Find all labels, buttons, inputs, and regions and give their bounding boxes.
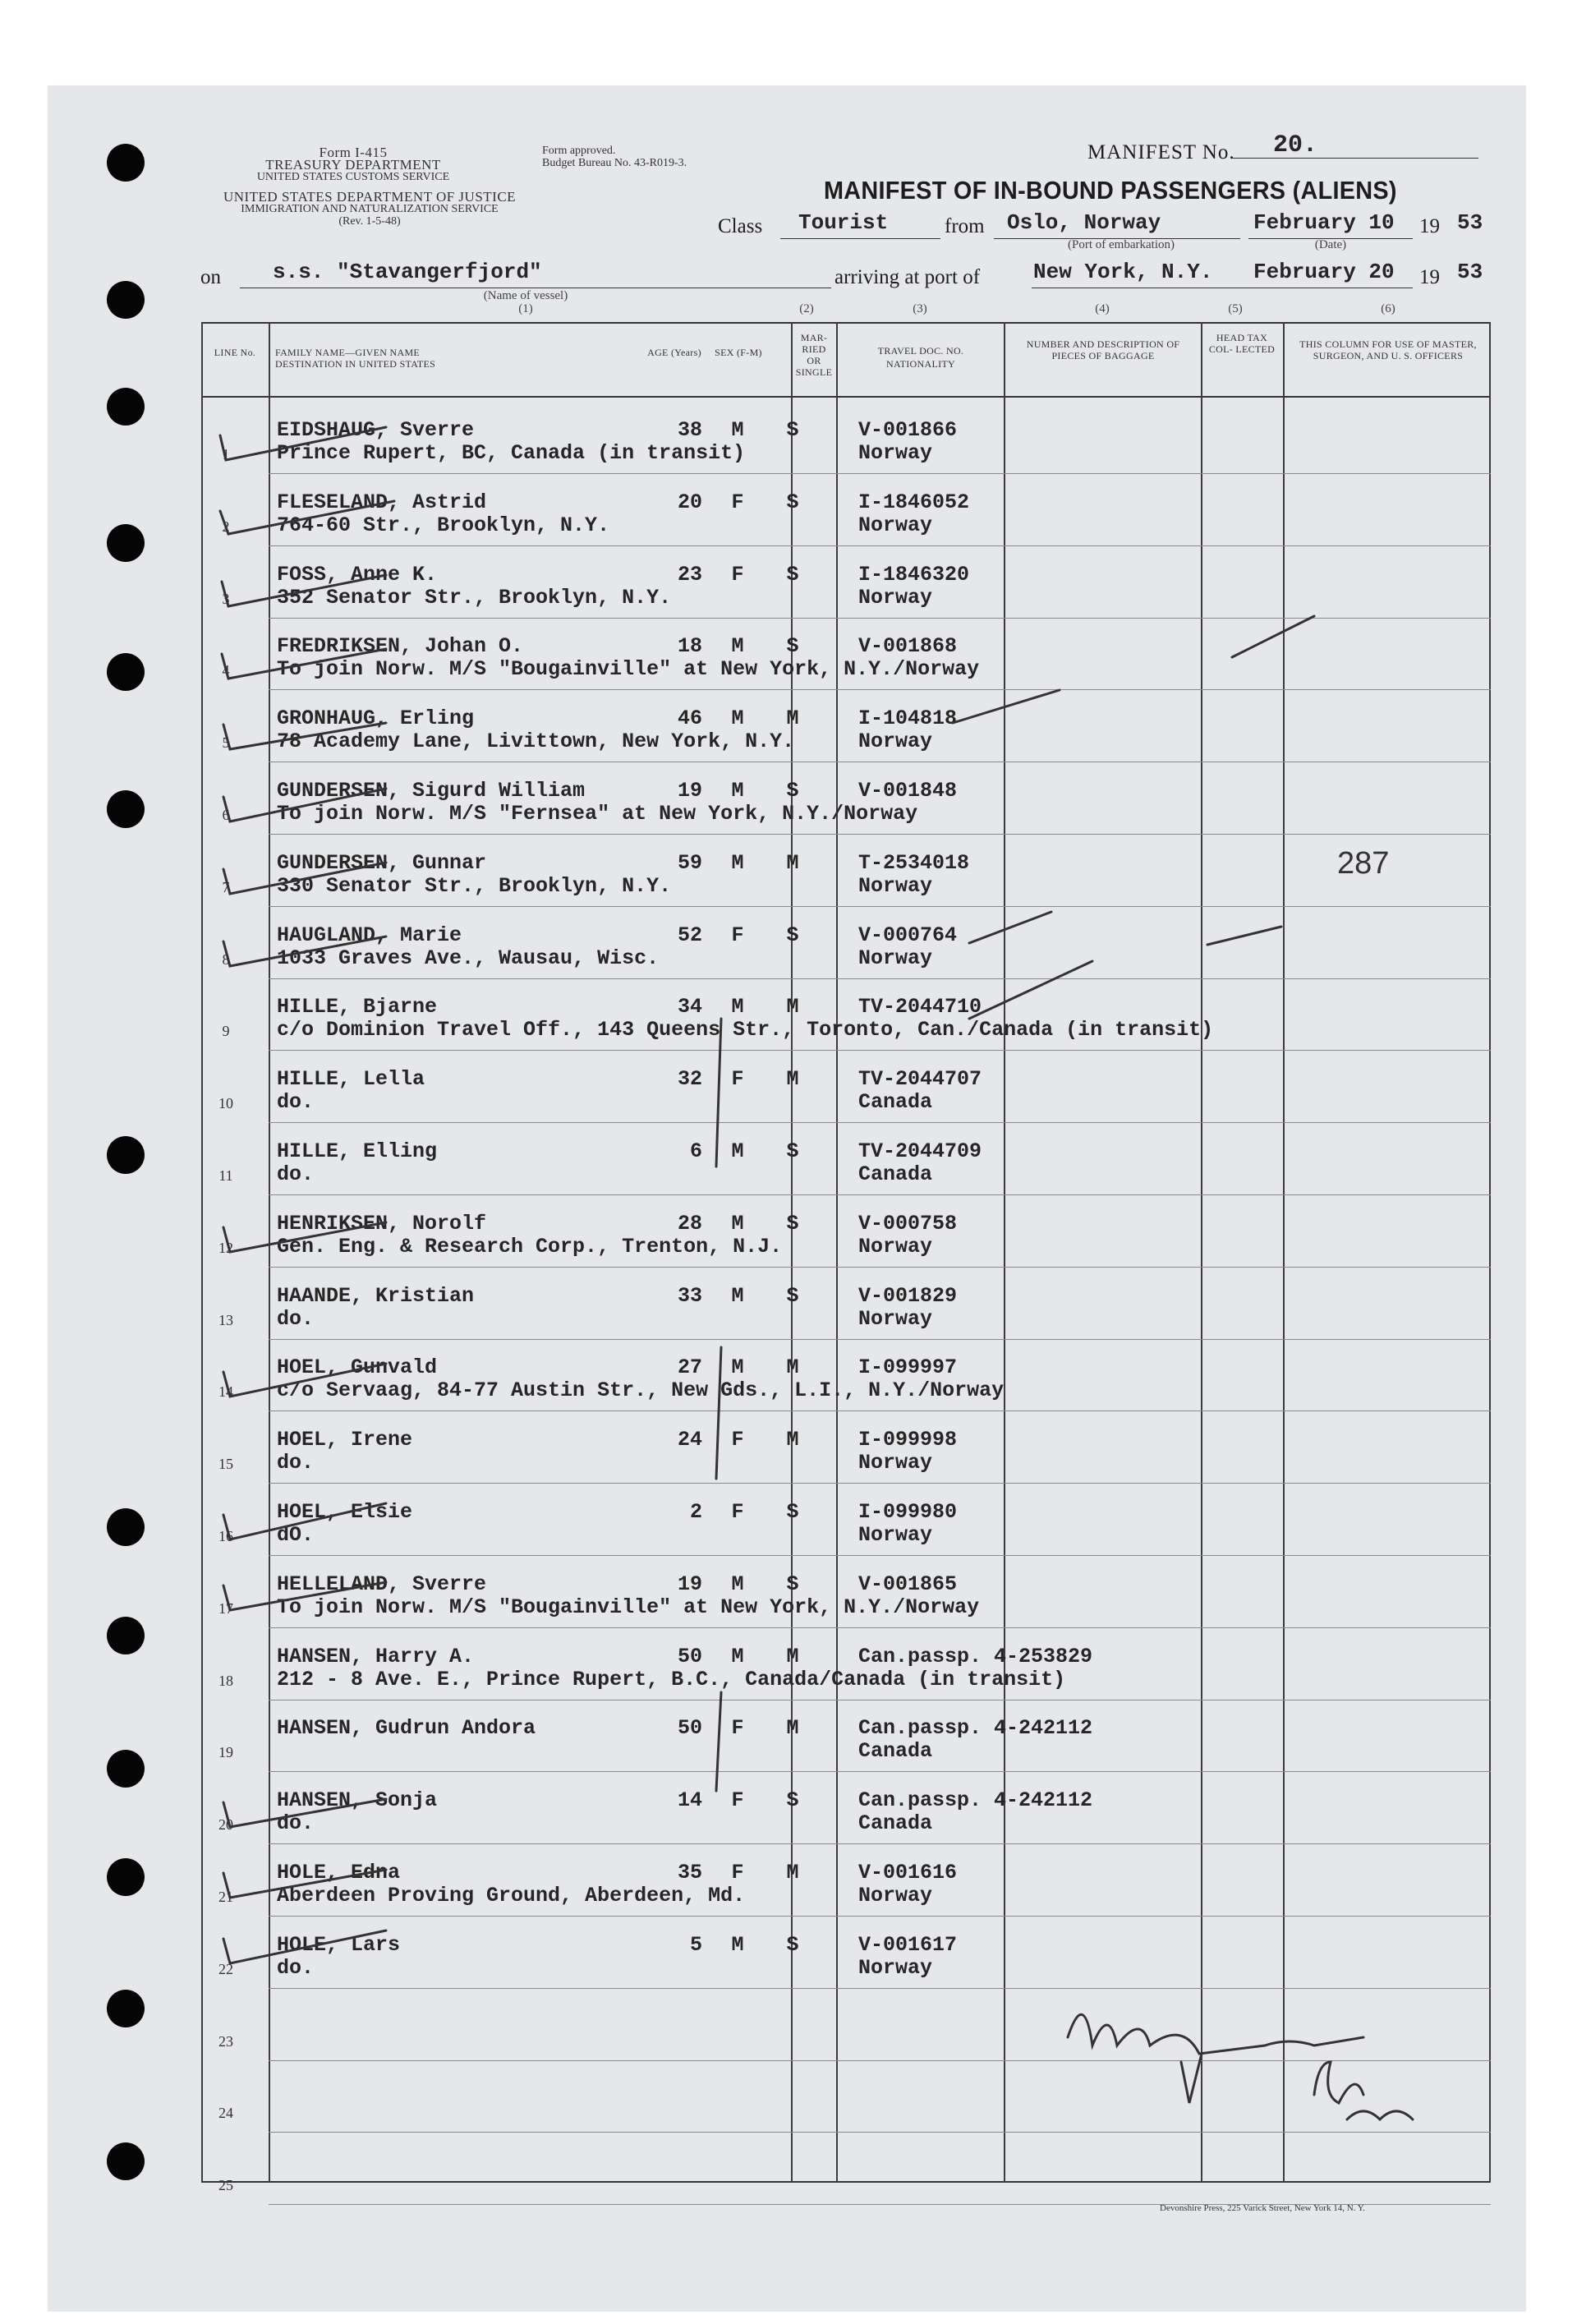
nationality: Canada xyxy=(858,1739,933,1764)
check-mark xyxy=(223,789,386,821)
passenger-name: HILLE, Lella xyxy=(277,1067,425,1092)
from-value: Oslo, Norway xyxy=(1007,210,1161,235)
age: 34 xyxy=(677,995,702,1019)
nationality: Canada xyxy=(858,1162,933,1186)
sex: F xyxy=(731,923,744,947)
sex: M xyxy=(731,1283,744,1308)
age: 5 xyxy=(689,1932,702,1957)
travel-doc-no: V-000764 xyxy=(858,923,958,947)
marital-status: M xyxy=(786,995,799,1019)
passenger-name: FLESELAND, Astrid xyxy=(277,490,487,514)
pen-stroke xyxy=(716,1019,721,1167)
check-mark xyxy=(223,723,386,749)
col-header-age: AGE (Years) xyxy=(647,347,701,358)
passenger-name: HILLE, Bjarne xyxy=(277,995,438,1019)
check-mark xyxy=(223,937,386,966)
pen-stroke xyxy=(1207,927,1281,945)
page-title: MANIFEST OF IN-BOUND PASSENGERS (ALIENS) xyxy=(824,176,1397,205)
check-mark xyxy=(223,863,386,894)
marital-status: S xyxy=(786,1572,799,1596)
age: 32 xyxy=(677,1067,702,1092)
age: 19 xyxy=(677,779,702,803)
treasury-dept: TREASURY DEPARTMENT xyxy=(265,157,441,173)
travel-doc-no: TV-2044710 xyxy=(858,995,982,1019)
time-mark xyxy=(1314,2062,1363,2103)
line-number: 5 xyxy=(222,734,230,752)
line-number: 1 xyxy=(222,446,230,462)
passenger-name: FOSS, Anne K. xyxy=(277,562,438,587)
sex: F xyxy=(731,1788,744,1813)
marital-status: S xyxy=(786,923,799,947)
marital-status: M xyxy=(786,706,799,731)
line-number: 24 xyxy=(218,2105,233,2122)
travel-doc-no: I-104818 xyxy=(858,706,958,731)
line-number: 19 xyxy=(218,1744,233,1761)
year-value: 53 xyxy=(1457,210,1483,235)
marital-status: M xyxy=(786,850,799,875)
destination: do. xyxy=(277,1090,315,1115)
travel-doc-no: Can.passp. 4-253829 xyxy=(858,1644,1093,1668)
destination: 352 Senator Str., Brooklyn, N.Y. xyxy=(277,585,672,610)
passenger-name: HAANDE, Kristian xyxy=(277,1283,475,1308)
destination: Aberdeen Proving Ground, Aberdeen, Md. xyxy=(277,1884,746,1908)
travel-doc-no: TV-2044707 xyxy=(858,1067,982,1092)
marital-status: S xyxy=(786,490,799,514)
destination: To join Norw. M/S "Bougainville" at New York, N.Y./Norway xyxy=(277,657,980,682)
marital-status: M xyxy=(786,1067,799,1092)
pen-stroke xyxy=(969,961,1092,1019)
sex: M xyxy=(731,1211,744,1236)
col-header-nationality: NATIONALITY xyxy=(886,358,955,370)
passenger-name: GRONHAUG, Erling xyxy=(277,706,475,731)
destination: 330 Senator Str., Brooklyn, N.Y. xyxy=(277,873,672,898)
check-mark xyxy=(220,427,386,460)
sex: M xyxy=(731,418,744,442)
date-caption: (Date) xyxy=(1314,238,1347,251)
pen-stroke xyxy=(953,690,1060,723)
line-number: 17 xyxy=(218,1599,233,1617)
manifest-no-label: MANIFEST No. xyxy=(1087,141,1235,163)
destination: do. xyxy=(277,1811,315,1836)
line-number: 11 xyxy=(218,1167,233,1184)
travel-doc-no: T-2534018 xyxy=(858,850,970,875)
from-label: from xyxy=(945,215,985,237)
col-num-4: (4) xyxy=(1095,302,1110,315)
line-number: 12 xyxy=(218,1239,233,1256)
dept-of-justice: UNITED STATES DEPARTMENT OF JUSTICE xyxy=(223,189,517,205)
line-number: 6 xyxy=(222,807,230,823)
officer-note: 287 xyxy=(1337,846,1390,881)
nationality: Norway xyxy=(858,729,933,754)
marital-status: S xyxy=(786,1500,799,1524)
sex: M xyxy=(731,1572,744,1596)
time-mark xyxy=(1347,2111,1413,2119)
destination: To join Norw. M/S "Fernsea" at New York, N.Y./Norway xyxy=(277,802,918,826)
sex: F xyxy=(731,1428,744,1452)
class-label: Class xyxy=(718,215,763,237)
marital-status: S xyxy=(786,779,799,803)
vessel-caption: (Name of vessel) xyxy=(483,289,568,302)
marital-status: M xyxy=(786,1428,799,1452)
sex: M xyxy=(731,1932,744,1957)
sex: M xyxy=(731,995,744,1019)
travel-doc-no: V-001868 xyxy=(858,634,958,659)
sex: M xyxy=(731,779,744,803)
sex: M xyxy=(731,1644,744,1668)
passenger-name: HILLE, Elling xyxy=(277,1139,438,1163)
destination: 212 - 8 Ave. E., Prince Rupert, B.C., Canada/Canada (in transit) xyxy=(277,1667,1066,1691)
col-header-destination: DESTINATION IN UNITED STATES xyxy=(275,358,436,370)
destination: To join Norw. M/S "Bougainville" at New York, N.Y./Norway xyxy=(277,1595,980,1619)
check-mark xyxy=(223,1931,386,1963)
col-num-3: (3) xyxy=(913,302,927,315)
line-number: 3 xyxy=(222,590,230,607)
passenger-name: EIDSHAUG, Sverre xyxy=(277,418,475,442)
passenger-name: GUNDERSEN, Sigurd William xyxy=(277,779,586,803)
line-number: 18 xyxy=(218,1672,233,1689)
nationality: Norway xyxy=(858,1523,933,1547)
customs-service: UNITED STATES CUSTOMS SERVICE xyxy=(256,171,450,183)
age: 50 xyxy=(677,1644,702,1668)
line-number: 25 xyxy=(218,2177,233,2194)
manifest-no-value: 20. xyxy=(1273,131,1318,159)
marital-status: S xyxy=(786,1211,799,1236)
check-mark xyxy=(223,1870,386,1898)
arrival-year-prefix: 19 xyxy=(1419,266,1440,288)
destination: do. xyxy=(277,1162,315,1186)
passenger-name: FREDRIKSEN, Johan O. xyxy=(277,634,524,659)
port-caption: (Port of embarkation) xyxy=(1068,238,1175,251)
age: 24 xyxy=(677,1428,702,1452)
sex: F xyxy=(731,1716,744,1741)
signature xyxy=(1181,2054,1202,2103)
marital-status: M xyxy=(786,1716,799,1741)
arrival-year-value: 53 xyxy=(1457,260,1483,284)
col-num-2: (2) xyxy=(799,302,814,315)
vessel-col-num: (1) xyxy=(518,302,533,315)
nationality: Norway xyxy=(858,441,933,465)
class-value: Tourist xyxy=(798,210,889,235)
sex: F xyxy=(731,562,744,587)
age: 46 xyxy=(677,706,702,731)
marital-status: M xyxy=(786,1644,799,1668)
sex: F xyxy=(731,1067,744,1092)
travel-doc-no: Can.passp. 4-242112 xyxy=(858,1716,1093,1741)
age: 20 xyxy=(677,490,702,514)
age: 28 xyxy=(677,1211,702,1236)
sex: M xyxy=(731,1355,744,1380)
col-header-name: FAMILY NAME—GIVEN NAME xyxy=(275,347,421,358)
travel-doc-no: I-099997 xyxy=(858,1355,958,1380)
marital-status: S xyxy=(786,1139,799,1163)
sex: M xyxy=(731,634,744,659)
passenger-name: HOLE, Edna xyxy=(277,1861,401,1885)
age: 6 xyxy=(689,1139,702,1163)
line-number: 2 xyxy=(222,518,230,535)
passenger-name: HOLE, Lars xyxy=(277,1932,401,1957)
marital-status: S xyxy=(786,634,799,659)
nationality: Norway xyxy=(858,1234,933,1259)
col-header-sex: SEX (F-M) xyxy=(715,347,762,358)
travel-doc-no: I-099998 xyxy=(858,1428,958,1452)
marital-status: M xyxy=(786,1355,799,1380)
pen-stroke xyxy=(1232,616,1314,657)
col-header-head-tax: HEAD TAX COL- LECTED xyxy=(1208,332,1276,355)
on-label: on xyxy=(200,266,221,288)
nationality: Norway xyxy=(858,1955,933,1980)
sex: F xyxy=(731,1500,744,1524)
line-number: 8 xyxy=(222,950,230,968)
destination: dO. xyxy=(277,1523,315,1547)
age: 18 xyxy=(677,634,702,659)
age: 23 xyxy=(677,562,702,587)
revision-line: (Rev. 1-5-48) xyxy=(338,215,401,228)
age: 38 xyxy=(677,418,702,442)
pen-stroke xyxy=(716,1347,721,1479)
travel-doc-no: V-001616 xyxy=(858,1861,958,1885)
sex: F xyxy=(731,1861,744,1885)
ins-line: IMMIGRATION AND NATURALIZATION SERVICE xyxy=(241,203,499,215)
check-mark xyxy=(223,1799,386,1827)
age: 14 xyxy=(677,1788,702,1813)
passenger-name: HOEL, Irene xyxy=(277,1428,413,1452)
col-num-6: (6) xyxy=(1381,302,1395,315)
age: 59 xyxy=(677,850,702,875)
passenger-name: HANSEN, Harry A. xyxy=(277,1644,475,1668)
nationality: Norway xyxy=(858,1306,933,1331)
arrival-port-value: New York, N.Y. xyxy=(1033,260,1213,284)
nationality: Canada xyxy=(858,1811,933,1836)
destination: do. xyxy=(277,1451,315,1475)
line-number: 13 xyxy=(218,1311,233,1328)
passenger-name: HAUGLAND, Marie xyxy=(277,923,462,947)
col-num-5: (5) xyxy=(1228,302,1243,315)
marital-status: S xyxy=(786,418,799,442)
nationality: Norway xyxy=(858,1451,933,1475)
travel-doc-no: V-001865 xyxy=(858,1572,958,1596)
sex: M xyxy=(731,1139,744,1163)
nationality: Norway xyxy=(858,513,933,537)
passenger-name: GUNDERSEN, Gunnar xyxy=(277,850,487,875)
nationality: Norway xyxy=(858,946,933,970)
nationality: Norway xyxy=(858,585,933,610)
destination: 764-60 Str., Brooklyn, N.Y. xyxy=(277,513,610,537)
pen-stroke xyxy=(969,912,1051,943)
destination: c/o Dominion Travel Off., 143 Queens Str., Toronto, Can./Canada (in transit) xyxy=(277,1018,1214,1042)
col-header-travel-doc: TRAVEL DOC. NO. xyxy=(877,345,964,357)
nationality: Norway xyxy=(858,1884,933,1908)
nationality: Norway xyxy=(858,873,933,898)
marital-status: M xyxy=(786,1861,799,1885)
age: 27 xyxy=(677,1355,702,1380)
year-prefix: 19 xyxy=(1419,215,1440,237)
form-number: Form I-415 xyxy=(319,145,388,160)
printer-footer: Devonshire Press, 225 Varick Street, New York 14, N. Y. xyxy=(1160,2203,1366,2213)
destination: do. xyxy=(277,1306,315,1331)
travel-doc-no: I-099980 xyxy=(858,1500,958,1524)
travel-doc-no: V-001829 xyxy=(858,1283,958,1308)
travel-doc-no: V-001866 xyxy=(858,418,958,442)
sex: F xyxy=(731,490,744,514)
age: 33 xyxy=(677,1283,702,1308)
sex: M xyxy=(731,850,744,875)
line-number: 22 xyxy=(218,1960,233,1977)
line-number: 16 xyxy=(218,1528,233,1544)
line-number: 4 xyxy=(222,662,230,679)
marital-status: S xyxy=(786,1932,799,1957)
check-mark xyxy=(223,1582,386,1610)
line-number: 7 xyxy=(222,878,230,895)
sex: M xyxy=(731,706,744,731)
travel-doc-no: Can.passp. 4-242112 xyxy=(858,1788,1093,1813)
approval-line: Form approved. xyxy=(542,145,616,157)
check-mark xyxy=(223,1222,386,1252)
travel-doc-no: I-1846052 xyxy=(858,490,970,514)
arriving-label: arriving at port of xyxy=(834,266,981,288)
age: 2 xyxy=(689,1500,702,1524)
destination: c/o Servaag, 84-77 Austin Str., New Gds., L.I., N.Y./Norway xyxy=(277,1378,1005,1403)
travel-doc-no: V-001848 xyxy=(858,779,958,803)
col-header-married: MAR- RIED OR SINGLE xyxy=(795,332,833,378)
col-header-line-no: LINE No. xyxy=(214,347,256,358)
date-value: February 10 xyxy=(1253,210,1395,235)
pen-stroke xyxy=(716,1692,721,1791)
passenger-name: HANSEN, Gudrun Andora xyxy=(277,1716,536,1741)
destination: Prince Rupert, BC, Canada (in transit) xyxy=(277,441,746,465)
check-mark xyxy=(222,575,386,606)
destination: 1033 Graves Ave., Wausau, Wisc. xyxy=(277,946,660,970)
passenger-name: HENRIKSEN, Norolf xyxy=(277,1211,487,1236)
passenger-name: HOEL, Gunvald xyxy=(277,1355,438,1380)
nationality: Canada xyxy=(858,1090,933,1115)
line-number: 20 xyxy=(218,1816,233,1834)
age: 50 xyxy=(677,1716,702,1741)
travel-doc-no: V-001617 xyxy=(858,1932,958,1957)
marital-status: S xyxy=(786,1283,799,1308)
check-mark xyxy=(223,1503,386,1539)
line-number: 14 xyxy=(218,1383,233,1401)
line-number: 10 xyxy=(218,1095,233,1112)
check-mark xyxy=(220,501,394,534)
passenger-name: HOEL, Elsie xyxy=(277,1500,413,1524)
travel-doc-no: I-1846320 xyxy=(858,562,970,587)
col-header-officers: THIS COLUMN FOR USE OF MASTER, SURGEON, AND U. S. OFFICERS xyxy=(1299,338,1477,361)
age: 35 xyxy=(677,1861,702,1885)
age: 19 xyxy=(677,1572,702,1596)
marital-status: S xyxy=(786,1788,799,1813)
travel-doc-no: TV-2044709 xyxy=(858,1139,982,1163)
line-number: 23 xyxy=(218,2032,233,2050)
vessel-value: s.s. "Stavangerfjord" xyxy=(273,260,542,284)
signature xyxy=(1068,2014,1363,2054)
age: 52 xyxy=(677,923,702,947)
destination: 78 Academy Lane, Livittown, New York, N.Y. xyxy=(277,729,795,754)
arrival-date-value: February 20 xyxy=(1253,260,1395,284)
check-mark xyxy=(222,649,386,679)
passenger-name: HELLELAND, Sverre xyxy=(277,1572,487,1596)
col-header-baggage: NUMBER AND DESCRIPTION OF PIECES OF BAGGAGE xyxy=(1026,338,1180,361)
line-number: 9 xyxy=(222,1023,230,1040)
budget-bureau-line: Budget Bureau No. 43-R019-3. xyxy=(542,157,687,169)
travel-doc-no: V-000758 xyxy=(858,1211,958,1236)
destination: do. xyxy=(277,1955,315,1980)
line-number: 21 xyxy=(218,1889,233,1905)
destination: Gen. Eng. & Research Corp., Trenton, N.J. xyxy=(277,1234,783,1259)
passenger-name: HANSEN, Sonja xyxy=(277,1788,438,1813)
line-number: 15 xyxy=(218,1456,233,1473)
marital-status: S xyxy=(786,562,799,587)
check-mark xyxy=(223,1364,386,1397)
